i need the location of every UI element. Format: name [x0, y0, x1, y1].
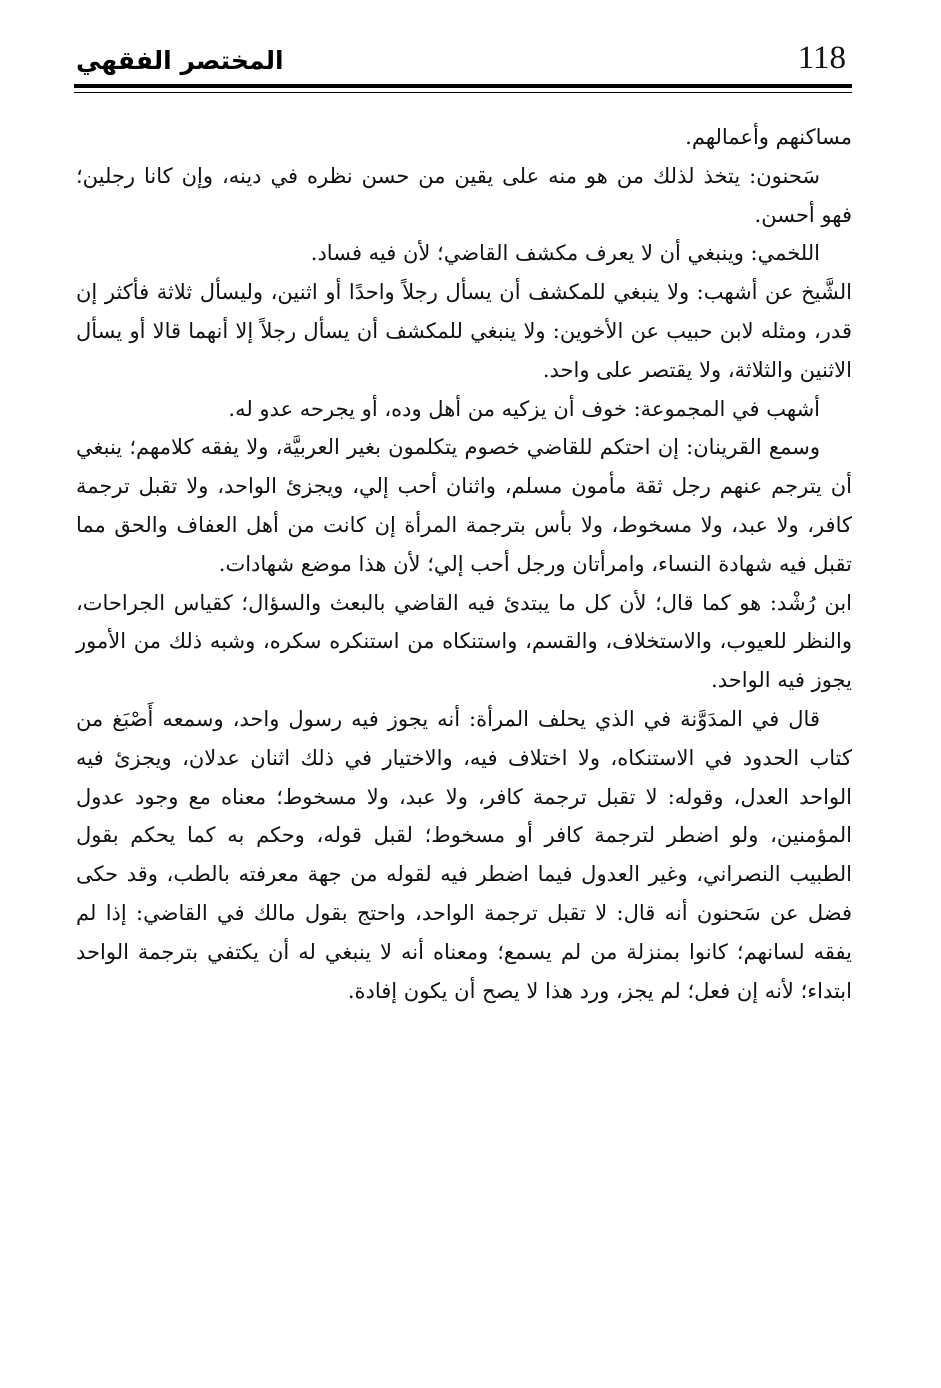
paragraph: الشَّيخ عن أشهب: ولا ينبغي للمكشف أن يسأل رجلاً واحدًا أو اثنين، وليسأل ثلاثة فأكثر إن قدر، ومثله لابن حبيب عن الأخوين: ولا ينبغي للمكشف أن يسأل رجلاً إلا أنهما قالا أو يسأل الاثنين والثلاثة، ولا يقتصر على واحد. [76, 280, 852, 382]
running-title: المختصر الفقهي [76, 46, 284, 75]
header-rule-thick [74, 84, 852, 88]
page-number: 118 [797, 40, 846, 76]
paragraph: سَحنون: يتخذ لذلك من هو منه على يقين من حسن نظره في دينه، وإن كانا رجلين؛ فهو أحسن. [76, 163, 852, 227]
paragraph: وسمع القرينان: إن احتكم للقاضي خصوم يتكلمون بغير العربيَّة، ولا يفقه كلامهم؛ ينبغي أن يترجم عنهم رجل ثقة مأمون مسلم، واثنان أحب إلي، ويجزئ الواحد، ولا تقبل ترجمة كافر، ولا عبد، ولا مسخوط، ولا بأس بترجمة المرأة إن كانت من أهل العفاف والحق مما تقبل فيه شهادة النساء، وامرأتان ورجل أحب إلي؛ لأن هذا موضع شهادات. [76, 435, 852, 576]
paragraph: ابن رُشْد: هو كما قال؛ لأن كل ما يبتدئ فيه القاضي بالبعث والسؤال؛ كقياس الجراحات، والنظر للعيوب، والاستخلاف، والقسم، واستنكاه من استنكره سكره، وشبه ذلك من الأمور يجوز فيه الواحد. [76, 590, 852, 693]
paragraph: أشهب في المجموعة: خوف أن يزكيه من أهل وده، أو يجرحه عدو له. [228, 396, 820, 421]
page-header [70, 36, 850, 86]
paragraph: اللخمي: وينبغي أن لا يعرف مكشف القاضي؛ لأن فيه فساد. [310, 241, 820, 266]
paragraph: قال في المدَوَّنة في الذي يحلف المرأة: أنه يجوز فيه رسول واحد، وسمعه أَصْبَغ من كتاب الحدود في الاستنكاه، ولا اختلاف فيه، والاختيار في ذلك اثنان عدلان، ويجزئ فيه الواحد العدل، وقوله: لا تقبل ترجمة كافر، ولا عبد، ولا مسخوط؛ معناه مع وجود عدول المؤمنين، ولو اضطر لترجمة كافر أو مسخوط؛ لقبل قوله، وحكم به كما يحكم بقول الطبيب النصراني، وغير العدول فيما اضطر فيه لقوله من جهة معرفته بالطب، وقد حكى فضل عن سَحنون أنه قال: لا تقبل ترجمة الواحد، واحتج بقول مالك في القاضي: إذا لم يفقه لسانهم؛ كانوا بمنزلة من لم يسمع؛ ومعناه أنه لا ينبغي له أن يكتفي بترجمة الواحد ابتداء؛ لأنه إن فعل؛ لم يجز، ورد هذا لا يصح أن يكون إفادة. [76, 706, 852, 1003]
body-text [76, 118, 852, 1010]
paragraph: مساكنهم وأعمالهم. [685, 125, 852, 149]
header-rule-thin [74, 92, 852, 93]
